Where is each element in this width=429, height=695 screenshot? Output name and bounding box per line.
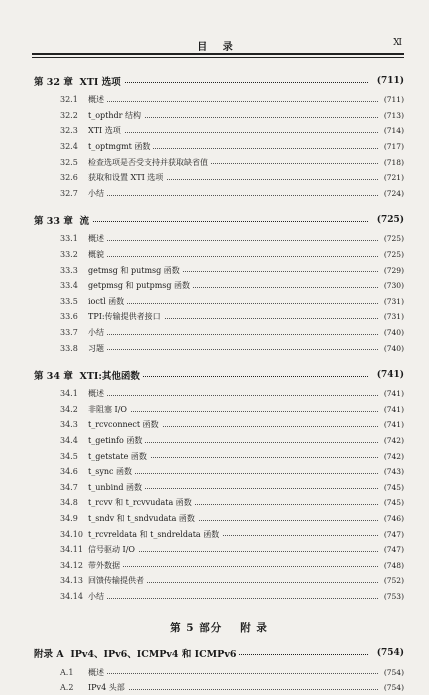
leader-dots — [88, 195, 378, 196]
section-number: A.2 — [60, 683, 74, 693]
section-title: 检查选项是否受支持并获取缺省值 — [88, 157, 211, 168]
chapter-page: (754) — [376, 648, 404, 659]
section-title: t_sndv 和 t_sndvudata 函数 — [88, 513, 198, 524]
section-number: 34.2 — [60, 404, 78, 414]
section-number: 33.1 — [60, 234, 78, 244]
section-title: TPI:传输提供者接口 — [88, 311, 164, 322]
toc-entry[interactable] — [34, 108, 404, 124]
toc-entry[interactable] — [34, 186, 404, 202]
chapter-row[interactable] — [34, 209, 404, 231]
section-number: 32.6 — [60, 173, 78, 183]
section-page: (752) — [383, 576, 404, 586]
section-number: 34.9 — [60, 513, 78, 523]
chapter-page: (741) — [376, 369, 404, 380]
toc-entry[interactable] — [34, 448, 404, 464]
toc-entry[interactable] — [34, 526, 404, 542]
toc-entry[interactable] — [34, 433, 404, 449]
section-number: 34.1 — [60, 389, 78, 399]
chapter-heading — [34, 74, 124, 88]
header-page-number: Ⅺ — [393, 38, 402, 48]
header-rule-thin — [32, 57, 404, 58]
section-title: XTI 选项 — [88, 125, 124, 136]
chapter-row[interactable] — [34, 70, 404, 92]
section-title: t_sync 函数 — [88, 466, 135, 477]
section-number: 34.11 — [60, 545, 83, 555]
toc-entry[interactable] — [34, 464, 404, 480]
toc-entry[interactable] — [34, 262, 404, 278]
section-title: t_opthdr 结构 — [88, 110, 144, 121]
part-heading — [34, 612, 404, 642]
section-number: 32.2 — [60, 110, 78, 120]
section-number: 34.10 — [60, 529, 83, 539]
section-title: 获取和设置 XTI 选项 — [88, 172, 166, 183]
section-page: (724) — [383, 188, 404, 198]
leader-dots — [88, 256, 378, 257]
leader-dots — [88, 411, 378, 412]
section-page: (746) — [383, 513, 404, 523]
toc-entry[interactable] — [34, 309, 404, 325]
section-number: 33.7 — [60, 328, 78, 338]
section-number: 34.14 — [60, 591, 83, 601]
chapter-title: 流 — [79, 216, 89, 228]
leader-dots — [88, 101, 378, 102]
chapter-label: 第 33 章 — [34, 216, 73, 228]
leader-dots — [88, 334, 378, 335]
section-number: 34.4 — [60, 435, 78, 445]
chapter-page: (711) — [376, 76, 404, 86]
toc-entry[interactable] — [34, 294, 404, 310]
section-page: (740) — [383, 343, 404, 353]
section-page: (740) — [383, 328, 404, 338]
spacer — [34, 356, 404, 364]
chapter-label: 第 34 章 — [34, 370, 73, 382]
leader-dots — [88, 349, 378, 350]
section-title: 小结 — [88, 188, 107, 199]
section-title: IPv4 头部 — [88, 682, 128, 693]
section-title: 小结 — [88, 591, 107, 602]
section-page: (743) — [383, 467, 404, 477]
toc-entry[interactable] — [34, 247, 404, 263]
section-page: (711) — [383, 95, 404, 105]
toc-entry[interactable] — [34, 139, 404, 155]
section-page: (721) — [383, 173, 404, 183]
section-page: (745) — [383, 498, 404, 508]
section-page: (753) — [383, 591, 404, 601]
part-label: 第 5 部分 — [170, 621, 223, 634]
section-page: (742) — [383, 451, 404, 461]
chapter-label: 第 32 章 — [34, 77, 73, 88]
section-page: (747) — [383, 545, 404, 555]
spacer — [34, 201, 404, 209]
section-page: (725) — [383, 250, 404, 260]
section-number: A.1 — [60, 667, 74, 677]
section-number: 34.12 — [60, 560, 83, 570]
section-page: (745) — [383, 482, 404, 492]
toc-entry[interactable] — [34, 402, 404, 418]
section-page: (730) — [383, 281, 404, 291]
leader-dots — [88, 303, 378, 304]
section-title: ioctl 函数 — [88, 296, 127, 307]
section-title: 概述 — [88, 388, 107, 399]
section-title: getmsg 和 putmsg 函数 — [88, 265, 183, 276]
section-number: 32.5 — [60, 157, 78, 167]
section-title: t_rcvconnect 函数 — [88, 419, 162, 430]
toc-entry[interactable] — [34, 340, 404, 356]
section-page: (741) — [383, 389, 404, 399]
chapter-page: (725) — [376, 215, 404, 226]
toc-entry[interactable] — [34, 542, 404, 558]
toc-entry[interactable] — [34, 495, 404, 511]
leader-dots — [88, 132, 378, 133]
header-rule-thick — [32, 53, 404, 55]
section-title: t_optmgmt 函数 — [88, 141, 153, 152]
toc-entry[interactable] — [34, 589, 404, 605]
leader-dots — [88, 240, 378, 241]
section-number: 33.6 — [60, 312, 78, 322]
toc-entry[interactable] — [34, 573, 404, 589]
section-number: 32.1 — [60, 95, 78, 105]
section-title: 小结 — [88, 327, 107, 338]
section-title: t_getstate 函数 — [88, 451, 150, 462]
chapter-heading — [34, 368, 143, 382]
toc-entry[interactable] — [34, 170, 404, 186]
toc-entry[interactable] — [34, 680, 404, 695]
section-number: 34.3 — [60, 420, 78, 430]
section-title: 概貌 — [88, 249, 107, 260]
leader-dots — [88, 395, 378, 396]
section-title: t_rcvv 和 t_rcvvudata 函数 — [88, 497, 195, 508]
section-page: (747) — [383, 529, 404, 539]
section-number: 34.6 — [60, 467, 78, 477]
toc-entry[interactable] — [34, 123, 404, 139]
section-title: t_unbind 函数 — [88, 482, 145, 493]
chapter-title: XTI 选项 — [79, 77, 121, 88]
section-page: (742) — [383, 435, 404, 445]
section-page: (714) — [383, 126, 404, 136]
leader-dots — [88, 689, 378, 690]
section-number: 34.7 — [60, 482, 78, 492]
section-page: (731) — [383, 312, 404, 322]
toc-entry[interactable] — [34, 664, 404, 680]
section-page: (725) — [383, 234, 404, 244]
header-title: 目 录 — [197, 42, 239, 53]
section-page: (754) — [383, 683, 404, 693]
chapter-label: 附录 A — [34, 649, 64, 661]
toc-entry[interactable] — [34, 231, 404, 247]
section-title: 带外数据 — [88, 560, 123, 571]
section-page: (731) — [383, 296, 404, 306]
section-page: (748) — [383, 560, 404, 570]
appendix-row[interactable] — [34, 642, 404, 664]
section-title: 非阻塞 I/O — [88, 404, 130, 415]
section-page: (717) — [383, 142, 404, 152]
section-page: (718) — [383, 157, 404, 167]
section-page: (713) — [383, 110, 404, 120]
toc-entry[interactable] — [34, 479, 404, 495]
leader-dots — [88, 598, 378, 599]
leader-dots — [88, 566, 378, 567]
toc-entry[interactable] — [34, 557, 404, 573]
chapter-heading — [34, 646, 239, 660]
chapter-title: IPv4、IPv6、ICMPv4 和 ICMPv6 — [70, 649, 237, 661]
section-number: 32.7 — [60, 188, 78, 198]
toc-entry[interactable] — [34, 325, 404, 341]
section-page: (741) — [383, 420, 404, 430]
section-title: t_rcvreldata 和 t_sndreldata 函数 — [88, 529, 222, 540]
chapter-heading — [34, 213, 92, 227]
section-number: 33.5 — [60, 296, 78, 306]
section-number: 34.8 — [60, 498, 78, 508]
section-title: 概述 — [88, 233, 107, 244]
section-page: (741) — [383, 404, 404, 414]
toc-entry[interactable] — [34, 278, 404, 294]
page-header — [34, 38, 402, 52]
part-title: 附 录 — [240, 621, 268, 634]
toc-entry[interactable] — [34, 154, 404, 170]
section-title: 概述 — [88, 667, 107, 678]
section-title: 信号驱动 I/O — [88, 544, 138, 555]
section-number: 33.3 — [60, 265, 78, 275]
leader-dots — [88, 673, 378, 674]
section-title: 习题 — [88, 343, 107, 354]
section-page: (729) — [383, 265, 404, 275]
section-number: 33.4 — [60, 281, 78, 291]
chapter-title: XTI:其他函数 — [79, 370, 140, 382]
section-number: 33.2 — [60, 250, 78, 260]
section-title: getpmsg 和 putpmsg 函数 — [88, 280, 193, 291]
toc-entry[interactable] — [34, 417, 404, 433]
section-number: 34.5 — [60, 451, 78, 461]
section-title: 回馈传输提供者 — [88, 575, 147, 586]
toc-entry[interactable] — [34, 511, 404, 527]
table-of-contents — [34, 70, 404, 695]
section-number: 32.3 — [60, 126, 78, 136]
toc-entry[interactable] — [34, 92, 404, 108]
section-title: t_getinfo 函数 — [88, 435, 145, 446]
toc-entry[interactable] — [34, 386, 404, 402]
section-number: 32.4 — [60, 142, 78, 152]
section-number: 34.13 — [60, 576, 83, 586]
spacer — [34, 604, 404, 612]
chapter-row[interactable] — [34, 364, 404, 386]
section-number: 33.8 — [60, 343, 78, 353]
section-title: 概述 — [88, 94, 107, 105]
section-page: (754) — [383, 667, 404, 677]
